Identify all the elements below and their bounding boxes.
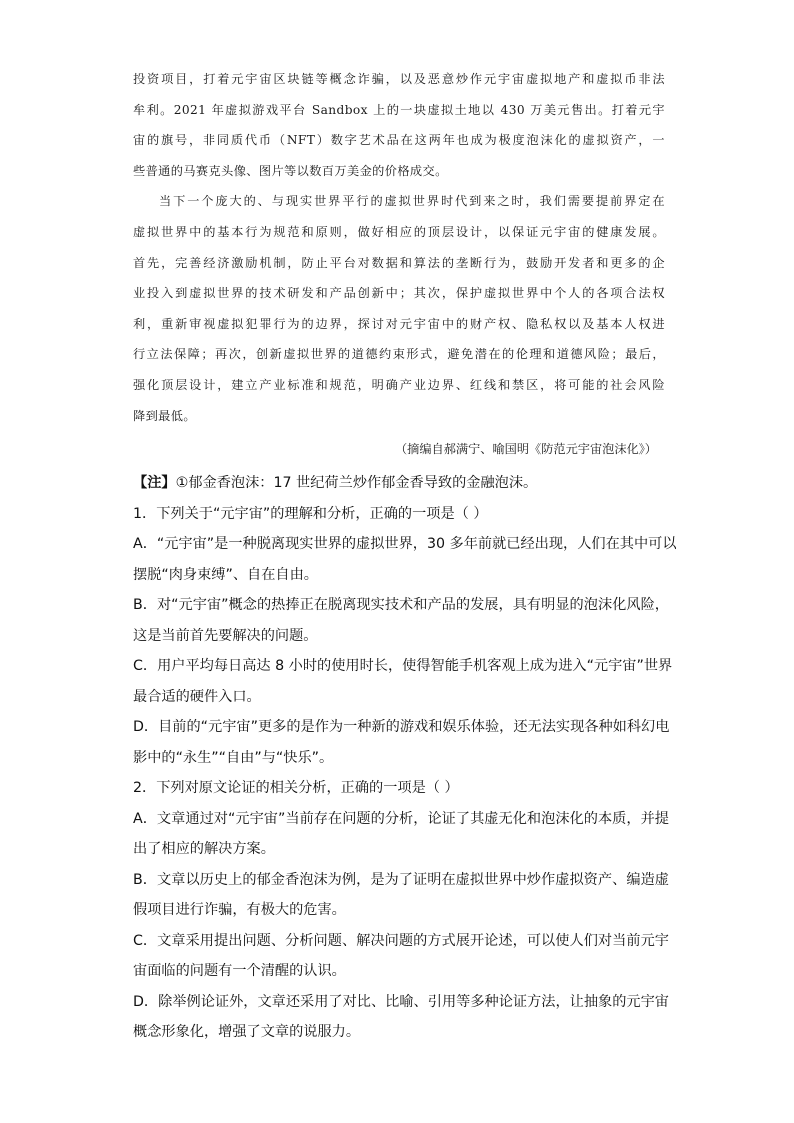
footnote-text: 郁金香泡沫：17 世纪荷兰炒作郁金香导致的金融泡沫。 xyxy=(188,475,538,491)
option-d-line-2: 概念形象化，增强了文章的说服力。 xyxy=(133,1024,361,1040)
passage xyxy=(133,64,665,431)
option-d-line-1: D．除举例论证外，文章还采用了对比、比喻、引用等多种论证方法，让抽象的元宇宙 xyxy=(133,993,669,1010)
passage-line: 宙的旗号，非同质代币（NFT）数字艺术品在这两年也成为极度泡沫化的虚拟资产，一 xyxy=(133,133,665,148)
option-a-line-1: A．文章通过对“元宇宙”当前存在问题的分析，论证了其虚无化和泡沫化的本质，并提 xyxy=(133,810,669,827)
option-a-line-1: A．“元宇宙”是一种脱离现实世界的虚拟世界，30 多年前就已经出现，人们在其中可以 xyxy=(133,536,677,552)
passage-line: 首先，完善经济激励机制，防止平台对数据和算法的垄断行为，鼓励开发者和更多的企 xyxy=(133,255,665,270)
option-b-line-2: 假项目进行诈骗，有极大的危害。 xyxy=(133,902,346,918)
passage-line: 利，重新审视虚拟犯罪行为的边界，探讨对元宇宙中的财产权、隐私权以及基本人权进 xyxy=(133,316,665,331)
passage-line: 业投入到虚拟世界的技术研发和产品创新中；其次，保护虚拟世界中个人的各项合法权 xyxy=(133,286,665,301)
passage-line: 行立法保障；再次，创新虚拟世界的道德约束形式，避免潜在的伦理和道德风险；最后， xyxy=(133,347,665,362)
passage-line: 牟利。2021 年虚拟游戏平台 Sandbox 上的一块虚拟土地以 430 万美元售出。打着元宇 xyxy=(133,102,665,117)
passage-line: 强化顶层设计，建立产业标准和规范，明确产业边界、红线和禁区，将可能的社会风险 xyxy=(133,377,665,392)
option-a-line-2: 出了相应的解决方案。 xyxy=(133,841,275,857)
question-stem: 1．下列关于“元宇宙”的理解和分析，正确的一项是（ ） xyxy=(133,505,488,522)
questions-section xyxy=(133,468,677,1048)
footnote-tag: 【注】 xyxy=(133,475,176,491)
option-b-line-1: B．对“元宇宙”概念的热捧正在脱离现实技术和产品的发展，具有明显的泡沫化风险， xyxy=(133,597,669,613)
option-c-line-1: C．用户平均每日高达 8 小时的使用时长，使得智能手机客观上成为进入“元宇宙”世界 xyxy=(133,658,673,674)
option-d-line-2: 影中的“永生”“自由”与“快乐”。 xyxy=(133,749,334,766)
option-b-line-2: 这是当前首先要解决的问题。 xyxy=(133,627,318,644)
option-c-line-1: C．文章采用提出问题、分析问题、解决问题的方式展开论述，可以使人们对当前元宇 xyxy=(133,932,669,949)
passage-line: 降到最低。 xyxy=(133,408,196,423)
footnote xyxy=(133,468,669,499)
passage-line: 当下一个庞大的、与现实世界平行的虚拟世界时代到来之时，我们需要提前界定在 xyxy=(159,194,665,209)
option-b-line-1: B．文章以历史上的郁金香泡沫为例，是为了证明在虚拟世界中炒作虚拟资产、编造虚 xyxy=(133,871,669,888)
footnote-marker: ① xyxy=(175,475,189,491)
option-c-line-2: 最合适的硬件入口。 xyxy=(133,688,261,705)
passage-line: 虚拟世界中的基本行为规范和原则，做好相应的顶层设计，以保证元宇宙的健康发展。 xyxy=(133,224,665,239)
option-c-line-2: 宙面临的问题有一个清醒的认识。 xyxy=(133,963,346,979)
option-d-line-1: D．目前的“元宇宙”更多的是作为一种新的游戏和娱乐体验，还无法实现各种如科幻电 xyxy=(133,719,670,735)
passage-line: 些普通的马赛克头像、图片等以数百万美金的价格成交。 xyxy=(133,163,448,178)
passage-line: 投资项目，打着元宇宙区块链等概念诈骗，以及恶意炒作元宇宙虚拟地产和虚拟币非法 xyxy=(133,72,665,86)
option-a-line-2: 摆脱“肉身束缚”、自在自由。 xyxy=(133,566,318,583)
question-stem: 2．下列对原文论证的相关分析，正确的一项是（ ） xyxy=(133,780,459,796)
passage-source: （摘编自郝满宁、喻国明《防范元宇宙泡沫化》） xyxy=(394,442,657,456)
